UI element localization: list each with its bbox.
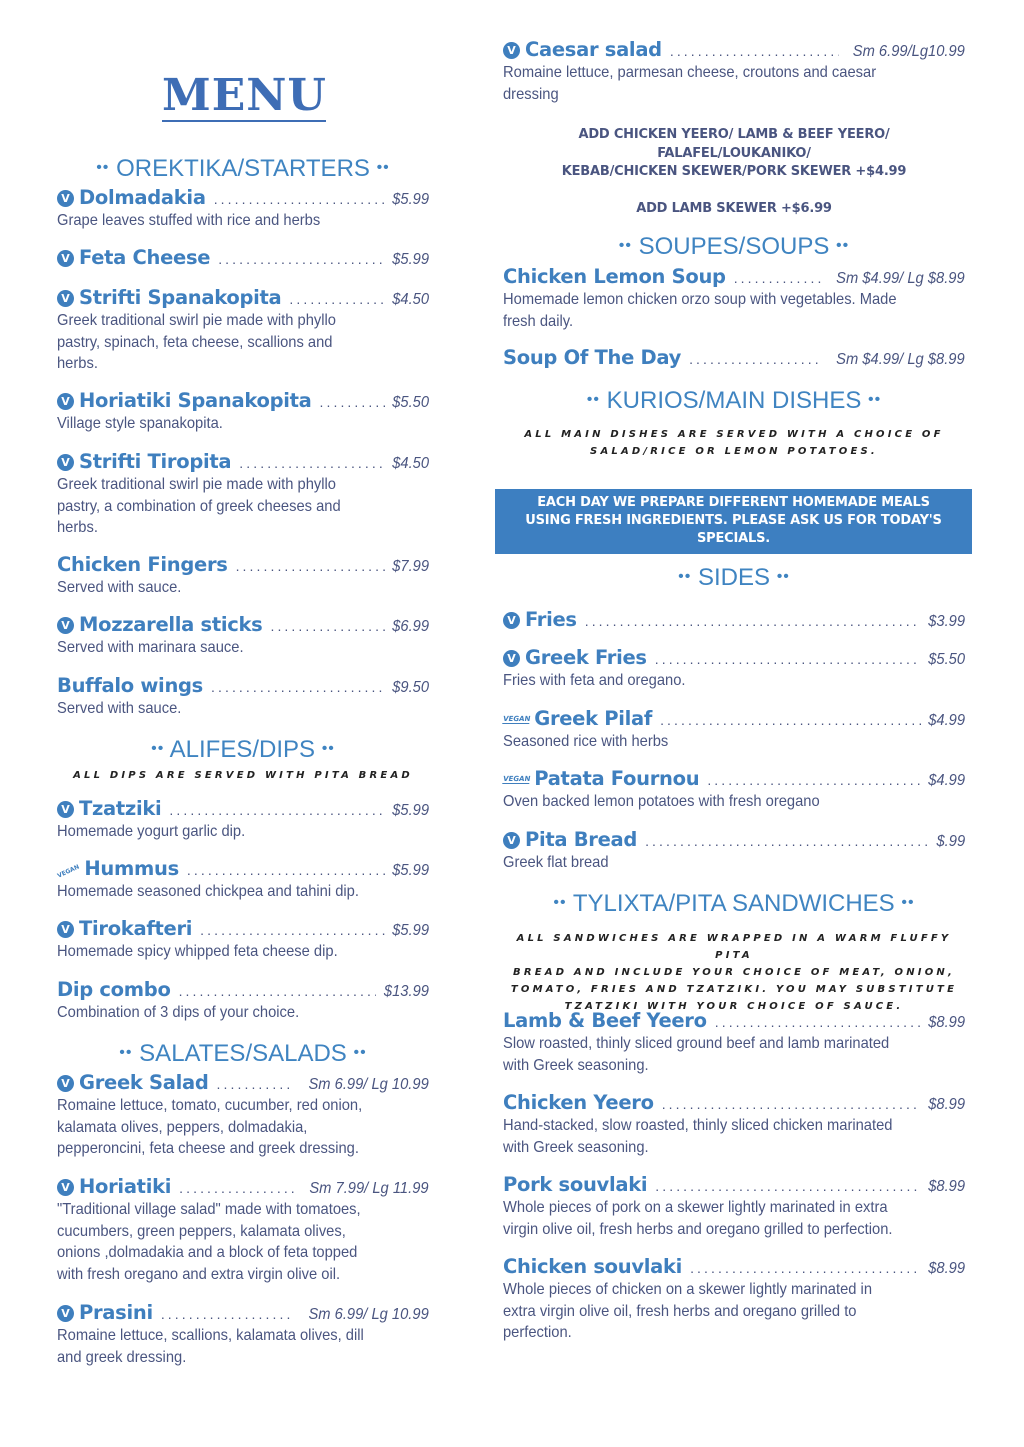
note-line: SALAD/RICE OR LEMON POTATOES.	[590, 446, 878, 457]
item-description: herbs.	[57, 355, 98, 372]
menu-item-row	[57, 1175, 429, 1198]
item-description: virgin olive oil, fresh herbs and oregano grilled to perfection.	[503, 1220, 893, 1238]
item-description: Village style spanakopita.	[57, 415, 223, 432]
dot-leader	[689, 354, 821, 364]
menu-item	[57, 1071, 429, 1160]
item-description: Served with sauce.	[57, 700, 182, 717]
dot-leader	[670, 46, 839, 56]
item-description: with fresh oregano and extra virgin olive oil.	[57, 1265, 341, 1283]
item-name: Greek Pilaf	[534, 707, 653, 730]
dots-right: ••	[868, 390, 882, 408]
item-name: Soup Of The Day	[503, 346, 682, 369]
item-description: and greek dressing.	[57, 1348, 187, 1366]
item-name: Prasini	[79, 1301, 153, 1324]
vegetarian-icon: V	[57, 1179, 74, 1196]
item-name: Pork souvlaki	[503, 1173, 648, 1196]
item-name: Pita Bread	[525, 828, 638, 851]
dot-leader	[200, 925, 385, 935]
salad-addon-lamb: ADD LAMB SKEWER +$6.99	[636, 201, 832, 216]
menu-item-row	[503, 1173, 965, 1196]
item-price: Sm $4.99/ Lg $8.99	[836, 270, 965, 287]
item-name: Tirokafteri	[79, 917, 193, 940]
item-description: Greek traditional swirl pie made with phyllo	[57, 312, 336, 329]
dot-leader	[169, 805, 385, 815]
item-price: $5.99	[392, 191, 429, 208]
section-title: SIDES	[697, 564, 771, 591]
item-description: Greek traditional swirl pie made with phyllo	[57, 476, 336, 493]
section-title: ALIFES/DIPS	[169, 736, 316, 763]
item-price: Sm 7.99/ Lg 11.99	[309, 1180, 429, 1197]
item-price: $13.99	[383, 983, 429, 1000]
dots-left: ••	[151, 739, 165, 757]
item-name: Horiatiki Spanakopita	[79, 389, 312, 412]
menu-item	[57, 1301, 429, 1368]
vegetarian-icon: V	[57, 190, 74, 207]
item-description: Served with marinara sauce.	[57, 639, 244, 656]
item-description: perfection.	[503, 1324, 572, 1341]
section-head-soups	[503, 233, 965, 261]
item-description: Fries with feta and oregano.	[503, 672, 686, 689]
item-name: Hummus	[84, 857, 179, 880]
menu-item	[57, 917, 429, 963]
item-price: $8.99	[928, 1178, 965, 1195]
item-description: dressing	[503, 85, 559, 103]
vegetarian-icon: V	[503, 832, 520, 849]
menu-item	[57, 186, 429, 232]
dot-leader	[707, 775, 921, 785]
menu-item	[503, 646, 965, 692]
dot-leader	[734, 273, 822, 283]
dot-leader	[662, 1099, 921, 1109]
item-name: Feta Cheese	[79, 246, 211, 269]
item-name: Dip combo	[57, 978, 171, 1001]
section-head-sides	[503, 564, 965, 592]
section-title: SOUPES/SOUPS	[638, 233, 830, 260]
banner-line: SPECIALS.	[697, 531, 770, 546]
dot-leader	[239, 458, 385, 468]
vegetarian-icon: V	[57, 290, 74, 307]
item-name: Chicken Yeero	[503, 1091, 654, 1114]
menu-item	[503, 828, 965, 874]
item-price: Sm 6.99/ Lg 10.99	[308, 1306, 429, 1323]
item-description: Oven backed lemon potatoes with fresh oregano	[503, 793, 820, 810]
menu-item	[57, 286, 429, 375]
menu-item-row	[57, 286, 429, 309]
vegetarian-icon: V	[57, 1305, 74, 1322]
item-price: $4.50	[392, 455, 429, 472]
dots-right: ••	[776, 567, 790, 585]
section-head-sandwiches	[503, 890, 965, 918]
item-name: Fries	[525, 608, 577, 631]
dips-note: ALL DIPS ARE SERVED WITH PITA BREAD	[73, 770, 413, 781]
dot-leader	[690, 1263, 921, 1273]
addon-line: ADD CHICKEN YEERO/ LAMB & BEEF YEERO/	[578, 127, 890, 142]
sandwiches-note	[503, 930, 965, 1015]
item-description: Homemade lemon chicken orzo soup with vegetables. Made	[503, 291, 897, 308]
menu-item-row	[503, 767, 965, 790]
item-description: fresh daily.	[503, 312, 574, 330]
banner-line: USING FRESH INGREDIENTS. PLEASE ASK US FOR TODAY'S	[525, 513, 942, 528]
menu-item-row	[503, 265, 965, 288]
item-description: pastry, a combination of greek cheeses and	[57, 497, 341, 515]
item-price: $6.99	[392, 618, 429, 635]
section-title: SALATES/SALADS	[139, 1040, 347, 1067]
menu-item-row	[57, 246, 429, 269]
vegetarian-icon: V	[57, 454, 74, 471]
dot-leader	[270, 621, 384, 631]
item-description: Homemade seasoned chickpea and tahini dip.	[57, 883, 359, 900]
menu-item-row	[57, 186, 429, 209]
item-price: $5.50	[392, 394, 429, 411]
note-line: BREAD AND INCLUDE YOUR CHOICE OF MEAT, ONION,	[513, 967, 955, 978]
dot-leader	[645, 836, 930, 846]
item-description: extra virgin olive oil, fresh herbs and oregano grilled to	[503, 1302, 857, 1320]
specials-banner	[495, 489, 972, 554]
item-price: $8.99	[928, 1096, 965, 1113]
item-price: $5.99	[392, 251, 429, 268]
vegetarian-icon: V	[57, 393, 74, 410]
section-title: KURIOS/MAIN DISHES	[606, 387, 862, 414]
addon-line: KEBAB/CHICKEN SKEWER/PORK SKEWER +$4.99	[561, 164, 907, 179]
menu-item	[503, 1173, 965, 1240]
menu-item-row	[503, 707, 965, 730]
menu-item-row	[57, 389, 429, 412]
vegetarian-icon: V	[503, 42, 520, 59]
dot-leader	[217, 1079, 295, 1089]
item-price: $4.50	[392, 291, 429, 308]
menu-item	[57, 613, 429, 659]
dot-leader	[289, 294, 385, 304]
vegan-icon: VEGAN	[56, 863, 81, 880]
vegan-icon: VEGAN	[502, 715, 532, 723]
dot-leader	[715, 1017, 921, 1027]
item-description: Whole pieces of chicken on a skewer lightly marinated in	[503, 1281, 873, 1298]
item-price: $8.99	[928, 1014, 965, 1031]
vegan-icon: VEGAN	[502, 775, 532, 783]
dot-leader	[214, 194, 385, 204]
item-price: $8.99	[928, 1260, 965, 1277]
item-price: $7.99	[392, 558, 429, 575]
menu-item-row	[503, 38, 965, 61]
menu-item-row	[57, 613, 429, 636]
menu-item-row	[57, 978, 429, 1001]
menu-item	[57, 553, 429, 599]
dots-right: ••	[836, 236, 850, 254]
item-description: kalamata olives, peppers, dolmadakia,	[57, 1118, 308, 1136]
item-description: Hand-stacked, slow roasted, thinly sliced chicken marinated	[503, 1117, 893, 1134]
item-name: Horiatiki	[79, 1175, 172, 1198]
item-price: Sm 6.99/ Lg 10.99	[308, 1076, 429, 1093]
menu-item	[503, 1091, 965, 1158]
menu-item	[57, 797, 429, 843]
item-description: Slow roasted, thinly sliced ground beef and lamb marinated	[503, 1035, 890, 1052]
item-name: Patata Fournou	[534, 767, 700, 790]
section-head-starters	[57, 155, 429, 183]
item-description: Seasoned rice with herbs	[503, 733, 669, 750]
menu-item	[57, 978, 429, 1024]
item-name: Greek Salad	[79, 1071, 209, 1094]
item-name: Mozzarella sticks	[79, 613, 263, 636]
item-description: Combination of 3 dips of your choice.	[57, 1004, 300, 1021]
item-price: $5.99	[392, 862, 429, 879]
menu-item-row	[57, 797, 429, 820]
dots-left: ••	[119, 1043, 133, 1061]
menu-item-row	[57, 917, 429, 940]
menu-item	[503, 265, 965, 332]
dots-left: ••	[618, 236, 632, 254]
dot-leader	[211, 682, 385, 692]
item-description: Romaine lettuce, scallions, kalamata olives, dill	[57, 1327, 364, 1344]
dot-leader	[236, 561, 385, 571]
vegetarian-icon: V	[503, 612, 520, 629]
item-name: Greek Fries	[525, 646, 647, 669]
menu-item-row	[57, 1301, 429, 1324]
item-price: $5.50	[928, 651, 965, 668]
item-description: onions ,dolmadakia and a block of feta topped	[57, 1244, 358, 1261]
item-description: cucumbers, green peppers, kalamata olives,	[57, 1222, 346, 1240]
menu-item	[503, 38, 965, 105]
mains-note	[503, 426, 965, 460]
vegetarian-icon: V	[57, 921, 74, 938]
vegetarian-icon: V	[57, 1075, 74, 1092]
item-name: Chicken Lemon Soup	[503, 265, 726, 288]
menu-title: MENU	[162, 70, 327, 121]
item-price: $9.50	[392, 679, 429, 696]
dot-leader	[179, 1183, 295, 1193]
item-name: Caesar salad	[525, 38, 662, 61]
item-price: $3.99	[928, 613, 965, 630]
menu-item	[503, 346, 965, 369]
dot-leader	[655, 1181, 921, 1191]
item-name: Lamb & Beef Yeero	[503, 1009, 707, 1032]
item-description: Greek flat bread	[503, 854, 609, 871]
menu-item	[503, 1255, 965, 1344]
vegetarian-icon: V	[57, 801, 74, 818]
menu-item-row	[503, 1009, 965, 1032]
menu-item	[57, 857, 429, 903]
item-name: Chicken Fingers	[57, 553, 228, 576]
item-name: Buffalo wings	[57, 674, 203, 697]
menu-item	[503, 707, 965, 753]
dot-leader	[218, 254, 385, 264]
item-description: Romaine lettuce, tomato, cucumber, red onion,	[57, 1097, 363, 1114]
dot-leader	[179, 986, 377, 996]
dot-leader	[655, 654, 921, 664]
salad-addons	[503, 126, 965, 182]
section-head-salads	[57, 1040, 429, 1068]
item-description: Homemade yogurt garlic dip.	[57, 823, 246, 840]
menu-item-row	[503, 1255, 965, 1278]
item-name: Strifti Spanakopita	[79, 286, 282, 309]
dot-leader	[320, 397, 385, 407]
item-description: "Traditional village salad" made with tomatoes,	[57, 1201, 361, 1218]
menu-item-row	[57, 857, 429, 880]
section-title: TYLIXTA/PITA SANDWICHES	[572, 890, 895, 917]
item-description: herbs.	[57, 519, 98, 536]
note-line: ALL SANDWICHES ARE WRAPPED IN A WARM FLUFFY PITA	[516, 933, 952, 961]
item-name: Strifti Tiropita	[79, 450, 232, 473]
item-description: with Greek seasoning.	[503, 1056, 649, 1074]
dots-left: ••	[678, 567, 692, 585]
item-description: Whole pieces of pork on a skewer lightly marinated in extra	[503, 1199, 888, 1216]
dots-left: ••	[553, 893, 567, 911]
menu-item-row	[503, 608, 965, 631]
vegetarian-icon: V	[503, 650, 520, 667]
item-description: pastry, spinach, feta cheese, scallions and	[57, 333, 333, 351]
note-line: TZATZIKI WITH YOUR CHOICE OF SAUCE.	[564, 1001, 904, 1012]
item-name: Chicken souvlaki	[503, 1255, 683, 1278]
menu-item	[57, 246, 429, 269]
section-title: OREKTIKA/STARTERS	[116, 155, 370, 182]
item-description: Romaine lettuce, parmesan cheese, croutons and caesar	[503, 64, 877, 81]
item-price: $4.99	[928, 712, 965, 729]
menu-item	[503, 608, 965, 631]
dots-right: ••	[321, 739, 335, 757]
dot-leader	[585, 616, 921, 626]
menu-item-row	[503, 1091, 965, 1114]
vegetarian-icon: V	[57, 617, 74, 634]
dots-left: ••	[586, 390, 600, 408]
menu-item-row	[57, 553, 429, 576]
menu-item	[503, 767, 965, 813]
note-line: ALL MAIN DISHES ARE SERVED WITH A CHOICE OF	[524, 429, 944, 440]
item-price: Sm $4.99/ Lg $8.99	[836, 351, 965, 368]
menu-item	[57, 674, 429, 720]
item-price: $5.99	[392, 922, 429, 939]
menu-item	[57, 450, 429, 539]
menu-item	[57, 1175, 429, 1285]
item-description: pepperoncini, feta cheese and greek dressing.	[57, 1140, 359, 1157]
addon-line: FALAFEL/LOUKANIKO/	[657, 145, 811, 161]
item-name: Dolmadakia	[79, 186, 206, 209]
note-line: TOMATO, FRIES AND TZATZIKI. YOU MAY SUBSTITUTE	[510, 984, 958, 995]
menu-item-row	[503, 646, 965, 669]
dot-leader	[660, 715, 921, 725]
item-price: $.99	[936, 833, 965, 850]
item-description: Served with sauce.	[57, 579, 182, 596]
menu-item-row	[57, 674, 429, 697]
dots-right: ••	[901, 893, 915, 911]
section-head-dips	[57, 736, 429, 764]
dots-right: ••	[376, 158, 390, 176]
banner-line: EACH DAY WE PREPARE DIFFERENT HOMEMADE MEALS	[537, 495, 930, 510]
item-description: Homemade spicy whipped feta cheese dip.	[57, 943, 338, 960]
menu-item	[57, 389, 429, 435]
item-name: Tzatziki	[79, 797, 162, 820]
dot-leader	[161, 1309, 294, 1319]
menu-item	[503, 1009, 965, 1076]
dots-right: ••	[353, 1043, 367, 1061]
vegetarian-icon: V	[57, 250, 74, 267]
item-description: with Greek seasoning.	[503, 1138, 649, 1156]
section-head-mains	[503, 387, 965, 415]
item-price: Sm 6.99/Lg10.99	[852, 43, 965, 60]
dots-left: ••	[96, 158, 110, 176]
item-price: $4.99	[928, 772, 965, 789]
dot-leader	[187, 865, 385, 875]
menu-item-row	[503, 346, 965, 369]
item-description: Grape leaves stuffed with rice and herbs	[57, 212, 321, 229]
menu-item-row	[57, 450, 429, 473]
item-price: $5.99	[392, 802, 429, 819]
menu-item-row	[57, 1071, 429, 1094]
menu-item-row	[503, 828, 965, 851]
